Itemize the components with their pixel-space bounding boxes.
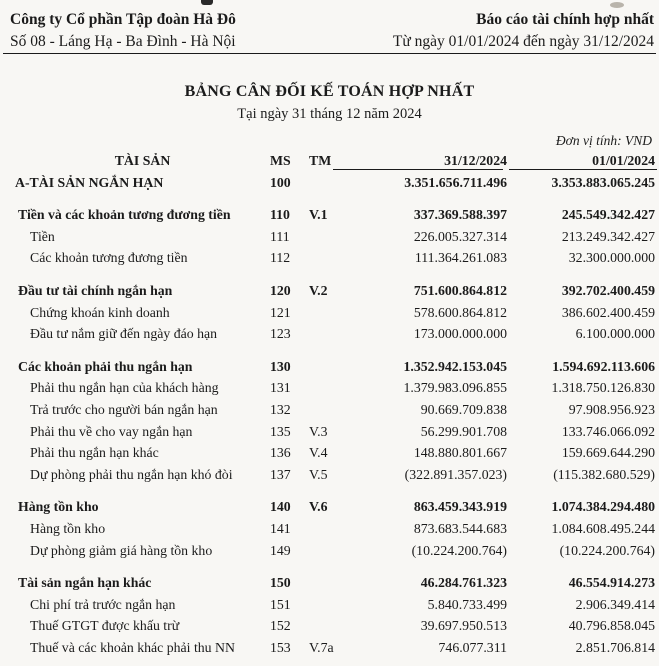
- row-code: 132: [270, 401, 291, 417]
- table-row: [15, 421, 655, 443]
- row-code: 110: [270, 207, 290, 223]
- column-header-note: TM: [309, 153, 332, 168]
- table-header-row: [15, 150, 655, 172]
- row-value-current: 746.077.311: [438, 639, 507, 655]
- row-label: Thuế và các khoản khác phải thu NN: [30, 639, 235, 655]
- row-value-current: 173.000.000.000: [413, 326, 507, 342]
- document-header: [0, 9, 659, 53]
- table-row: [15, 594, 655, 616]
- page-subtitle: Tại ngày 31 tháng 12 năm 2024: [237, 106, 422, 122]
- row-label: Chứng khoán kinh doanh: [30, 304, 170, 320]
- grand-total-row: [15, 172, 655, 194]
- row-note: V.2: [309, 282, 328, 298]
- table-row: [15, 518, 655, 540]
- row-label: Trả trước cho người bán ngắn hạn: [30, 401, 218, 417]
- table-row: [15, 280, 655, 302]
- row-label: Chi phí trả trước ngắn hạn: [30, 596, 176, 612]
- row-code: 135: [270, 423, 291, 439]
- row-code: 141: [270, 520, 291, 536]
- table-row: [15, 572, 655, 594]
- header-divider: [3, 53, 656, 54]
- row-label: Đầu tư tài chính ngắn hạn: [18, 282, 173, 298]
- row-note: V.4: [309, 445, 328, 461]
- row-value-current: 3.351.656.711.496: [404, 174, 507, 190]
- row-value-prior: 2.851.706.814: [575, 639, 655, 655]
- company-block: [10, 9, 236, 53]
- row-code: 120: [270, 282, 291, 298]
- row-code: 130: [270, 358, 291, 374]
- row-value-prior: 392.702.400.459: [561, 282, 655, 298]
- row-value-current: (322.891.357.023): [404, 466, 507, 482]
- row-value-prior: (10.224.200.764): [559, 542, 655, 558]
- row-value-current: 863.459.343.919: [413, 499, 507, 515]
- table-rows: [15, 204, 655, 658]
- row-value-prior: 6.100.000.000: [575, 326, 655, 342]
- table-row: [15, 637, 655, 659]
- table-row: [15, 323, 655, 345]
- row-code: 136: [270, 445, 291, 461]
- row-value-prior: 46.554.914.273: [568, 575, 655, 591]
- row-code: 153: [270, 639, 291, 655]
- row-value-prior: 1.074.384.294.480: [551, 499, 655, 515]
- row-code: 152: [270, 618, 291, 634]
- row-label: Tài sản ngắn hạn khác: [18, 575, 152, 591]
- row-label: Dự phòng giảm giá hàng tồn kho: [30, 542, 213, 558]
- row-label: A-TÀI SẢN NGẮN HẠN: [15, 174, 164, 190]
- row-value-prior: 3.353.883.065.245: [551, 174, 655, 190]
- row-value-current: 751.600.864.812: [413, 282, 507, 298]
- row-note: V.5: [309, 466, 328, 482]
- page-title: BẢNG CÂN ĐỐI KẾ TOÁN HỢP NHẤT: [184, 83, 475, 100]
- report-period: Từ ngày 01/01/2024 đến ngày 31/12/2024: [392, 33, 654, 50]
- table-row: [15, 464, 655, 486]
- balance-sheet-table: [0, 150, 659, 658]
- row-code: 112: [270, 250, 291, 266]
- row-label: Phải thu ngắn hạn khác: [30, 445, 159, 461]
- unit-note: Đơn vị tính: VND: [555, 133, 652, 148]
- row-label: Đầu tư nắm giữ đến ngày đáo hạn: [30, 326, 217, 342]
- table-row: [15, 247, 655, 269]
- scan-artifact: [201, 0, 213, 5]
- row-code: 123: [270, 326, 291, 342]
- table-row: [15, 496, 655, 518]
- table-row: [15, 377, 655, 399]
- table-row: [15, 302, 655, 324]
- row-value-prior: 133.746.066.092: [561, 423, 655, 439]
- column-header-current-date: 31/12/2024: [347, 150, 507, 172]
- row-value-prior: 2.906.349.414: [575, 596, 655, 612]
- row-value-current: 873.683.544.683: [413, 520, 507, 536]
- row-value-current: (10.224.200.764): [411, 542, 507, 558]
- row-note: V.7a: [309, 639, 334, 655]
- table-row: [15, 399, 655, 421]
- row-label: Phải thu về cho vay ngắn hạn: [30, 423, 193, 439]
- report-block: [393, 9, 654, 53]
- row-label: Hàng tồn kho: [30, 520, 106, 536]
- table-row: [15, 615, 655, 637]
- table-row: [15, 226, 655, 248]
- row-code: 111: [270, 228, 290, 244]
- row-label: Hàng tồn kho: [18, 499, 99, 515]
- row-value-prior: 97.908.956.923: [568, 401, 655, 417]
- row-value-prior: (115.382.680.529): [553, 466, 655, 482]
- table-row: [15, 540, 655, 562]
- row-value-current: 337.369.588.397: [413, 207, 507, 223]
- row-value-prior: 1.318.750.126.830: [551, 380, 655, 396]
- row-value-prior: 213.249.342.427: [561, 228, 655, 244]
- column-header-item: TÀI SẢN: [114, 153, 171, 168]
- row-value-prior: 159.669.644.290: [561, 445, 655, 461]
- row-value-current: 1.352.942.153.045: [403, 358, 507, 374]
- row-code: 140: [270, 499, 291, 515]
- row-value-current: 111.364.261.083: [414, 250, 507, 266]
- row-label: Phải thu ngắn hạn của khách hàng: [30, 380, 219, 396]
- row-code: 100: [270, 174, 291, 190]
- row-value-current: 578.600.864.812: [413, 304, 507, 320]
- table-row: [15, 356, 655, 378]
- row-value-current: 5.840.733.499: [427, 596, 507, 612]
- row-value-current: 39.697.950.513: [420, 618, 507, 634]
- row-code: 121: [270, 304, 291, 320]
- report-title: Báo cáo tài chính hợp nhất: [476, 11, 654, 28]
- row-value-current: 226.005.327.314: [413, 228, 507, 244]
- row-label: Các khoản phải thu ngắn hạn: [18, 358, 193, 374]
- table-row: [15, 204, 655, 226]
- row-value-current: 148.880.801.667: [413, 445, 507, 461]
- row-label: Thuế GTGT được khấu trừ: [30, 618, 180, 634]
- column-header-code: MS: [270, 153, 291, 168]
- row-code: 151: [270, 596, 291, 612]
- row-note: V.6: [309, 499, 328, 515]
- row-code: 137: [270, 466, 291, 482]
- table-row: [15, 442, 655, 464]
- row-label: Dự phòng phải thu ngắn hạn khó đòi: [30, 466, 233, 482]
- row-note: V.1: [309, 207, 328, 223]
- column-header-prior-date: 01/01/2024: [507, 150, 655, 172]
- row-label: Các khoản tương đương tiền: [30, 250, 188, 266]
- row-note: V.3: [309, 423, 328, 439]
- row-value-prior: 1.594.692.113.606: [552, 358, 655, 374]
- row-value-prior: 386.602.400.459: [561, 304, 655, 320]
- row-value-current: 90.669.709.838: [420, 401, 507, 417]
- row-code: 149: [270, 542, 291, 558]
- row-value-prior: 1.084.608.495.244: [551, 520, 655, 536]
- row-value-current: 46.284.761.323: [420, 575, 507, 591]
- row-label: Tiền và các khoản tương đương tiền: [18, 207, 231, 223]
- row-value-prior: 245.549.342.427: [561, 207, 655, 223]
- row-value-current: 1.379.983.096.855: [403, 380, 507, 396]
- row-label: Tiền: [30, 228, 55, 244]
- scan-artifact: [610, 2, 624, 8]
- company-name: Công ty Cổ phần Tập đoàn Hà Đô: [10, 11, 236, 28]
- company-address: Số 08 - Láng Hạ - Ba Đình - Hà Nội: [10, 33, 236, 50]
- row-value-prior: 32.300.000.000: [568, 250, 655, 266]
- row-value-current: 56.299.901.708: [420, 423, 507, 439]
- row-value-prior: 40.796.858.045: [568, 618, 655, 634]
- row-code: 131: [270, 380, 291, 396]
- row-code: 150: [270, 575, 291, 591]
